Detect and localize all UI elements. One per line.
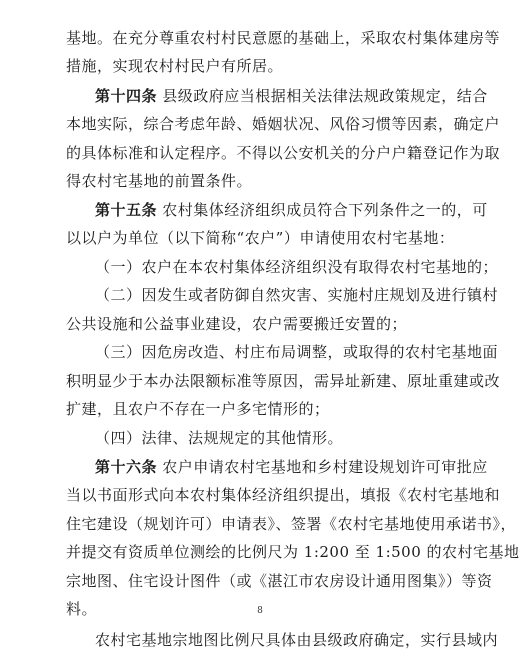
text-line: 当以书面形式向本农村集体经济组织提出，填报《农村宅基地和 [66, 486, 501, 504]
text-line: 以以户为单位（以下简称“农户”）申请使用农村宅基地： [66, 229, 455, 247]
article-15-heading: 第十五条 [95, 201, 158, 219]
text-line: 宗地图、住宅设计图件（或《湛江市农房设计通用图集》）等资 [66, 572, 493, 590]
text-line: 农村宅基地宗地图比例尺具体由县级政府确定，实行县域内 [95, 631, 499, 649]
list-item: （四）法律、法规规定的其他情形。 [95, 429, 344, 447]
text-line: 并提交有资质单位测绘的比例尺为 1:200 至 1:500 的农村宅基地 [66, 543, 520, 561]
text-line: 公共设施和公益事业建设，农户需要搬迁安置的； [66, 315, 408, 333]
article-15-line [95, 201, 488, 219]
list-item: （一）农户在本农村集体经济组织没有取得农村宅基地的； [95, 258, 499, 276]
text-line: 得农村宅基地的前置条件。 [66, 172, 253, 190]
list-item: （三）因危房改造、村庄布局调整，或取得的农村宅基地面 [95, 343, 499, 361]
text-line: 的具体标准和认定程序。不得以公安机关的分户户籍登记作为取 [66, 144, 501, 162]
article-16-line [95, 458, 488, 476]
article-16-heading: 第十六条 [95, 458, 158, 476]
text-line: 住宅建设（规划许可）申请表》、签署《农村宅基地使用承诺书》， [66, 515, 517, 533]
text-line: 基地。在充分尊重农村村民意愿的基础上，采取农村集体建房等 [66, 29, 501, 47]
text-line: 措施，实现农村村民户有所居。 [66, 57, 284, 75]
article-15-text: 农村集体经济组织成员符合下列条件之一的，可 [157, 201, 488, 219]
article-14-heading: 第十四条 [95, 87, 158, 105]
article-16-text: 农户申请农村宅基地和乡村建设规划许可审批应 [157, 458, 488, 476]
text-line: 本地实际，综合考虑年龄、婚姻状况、风俗习惯等因素，确定户 [66, 115, 501, 133]
article-14-text: 县级政府应当根据相关法律法规政策规定，结合 [157, 87, 488, 105]
text-line: 积明显少于本办法限额标准等原因，需异址新建、原址重建或改 [66, 372, 501, 390]
article-14-line [95, 87, 488, 105]
page-number: 8 [257, 606, 263, 616]
text-line: 扩建，且农户不存在一户多宅情形的； [66, 400, 330, 418]
list-item: （二）因发生或者防御自然灾害、实施村庄规划及进行镇村 [95, 286, 499, 304]
text-line: 料。 [66, 600, 98, 618]
